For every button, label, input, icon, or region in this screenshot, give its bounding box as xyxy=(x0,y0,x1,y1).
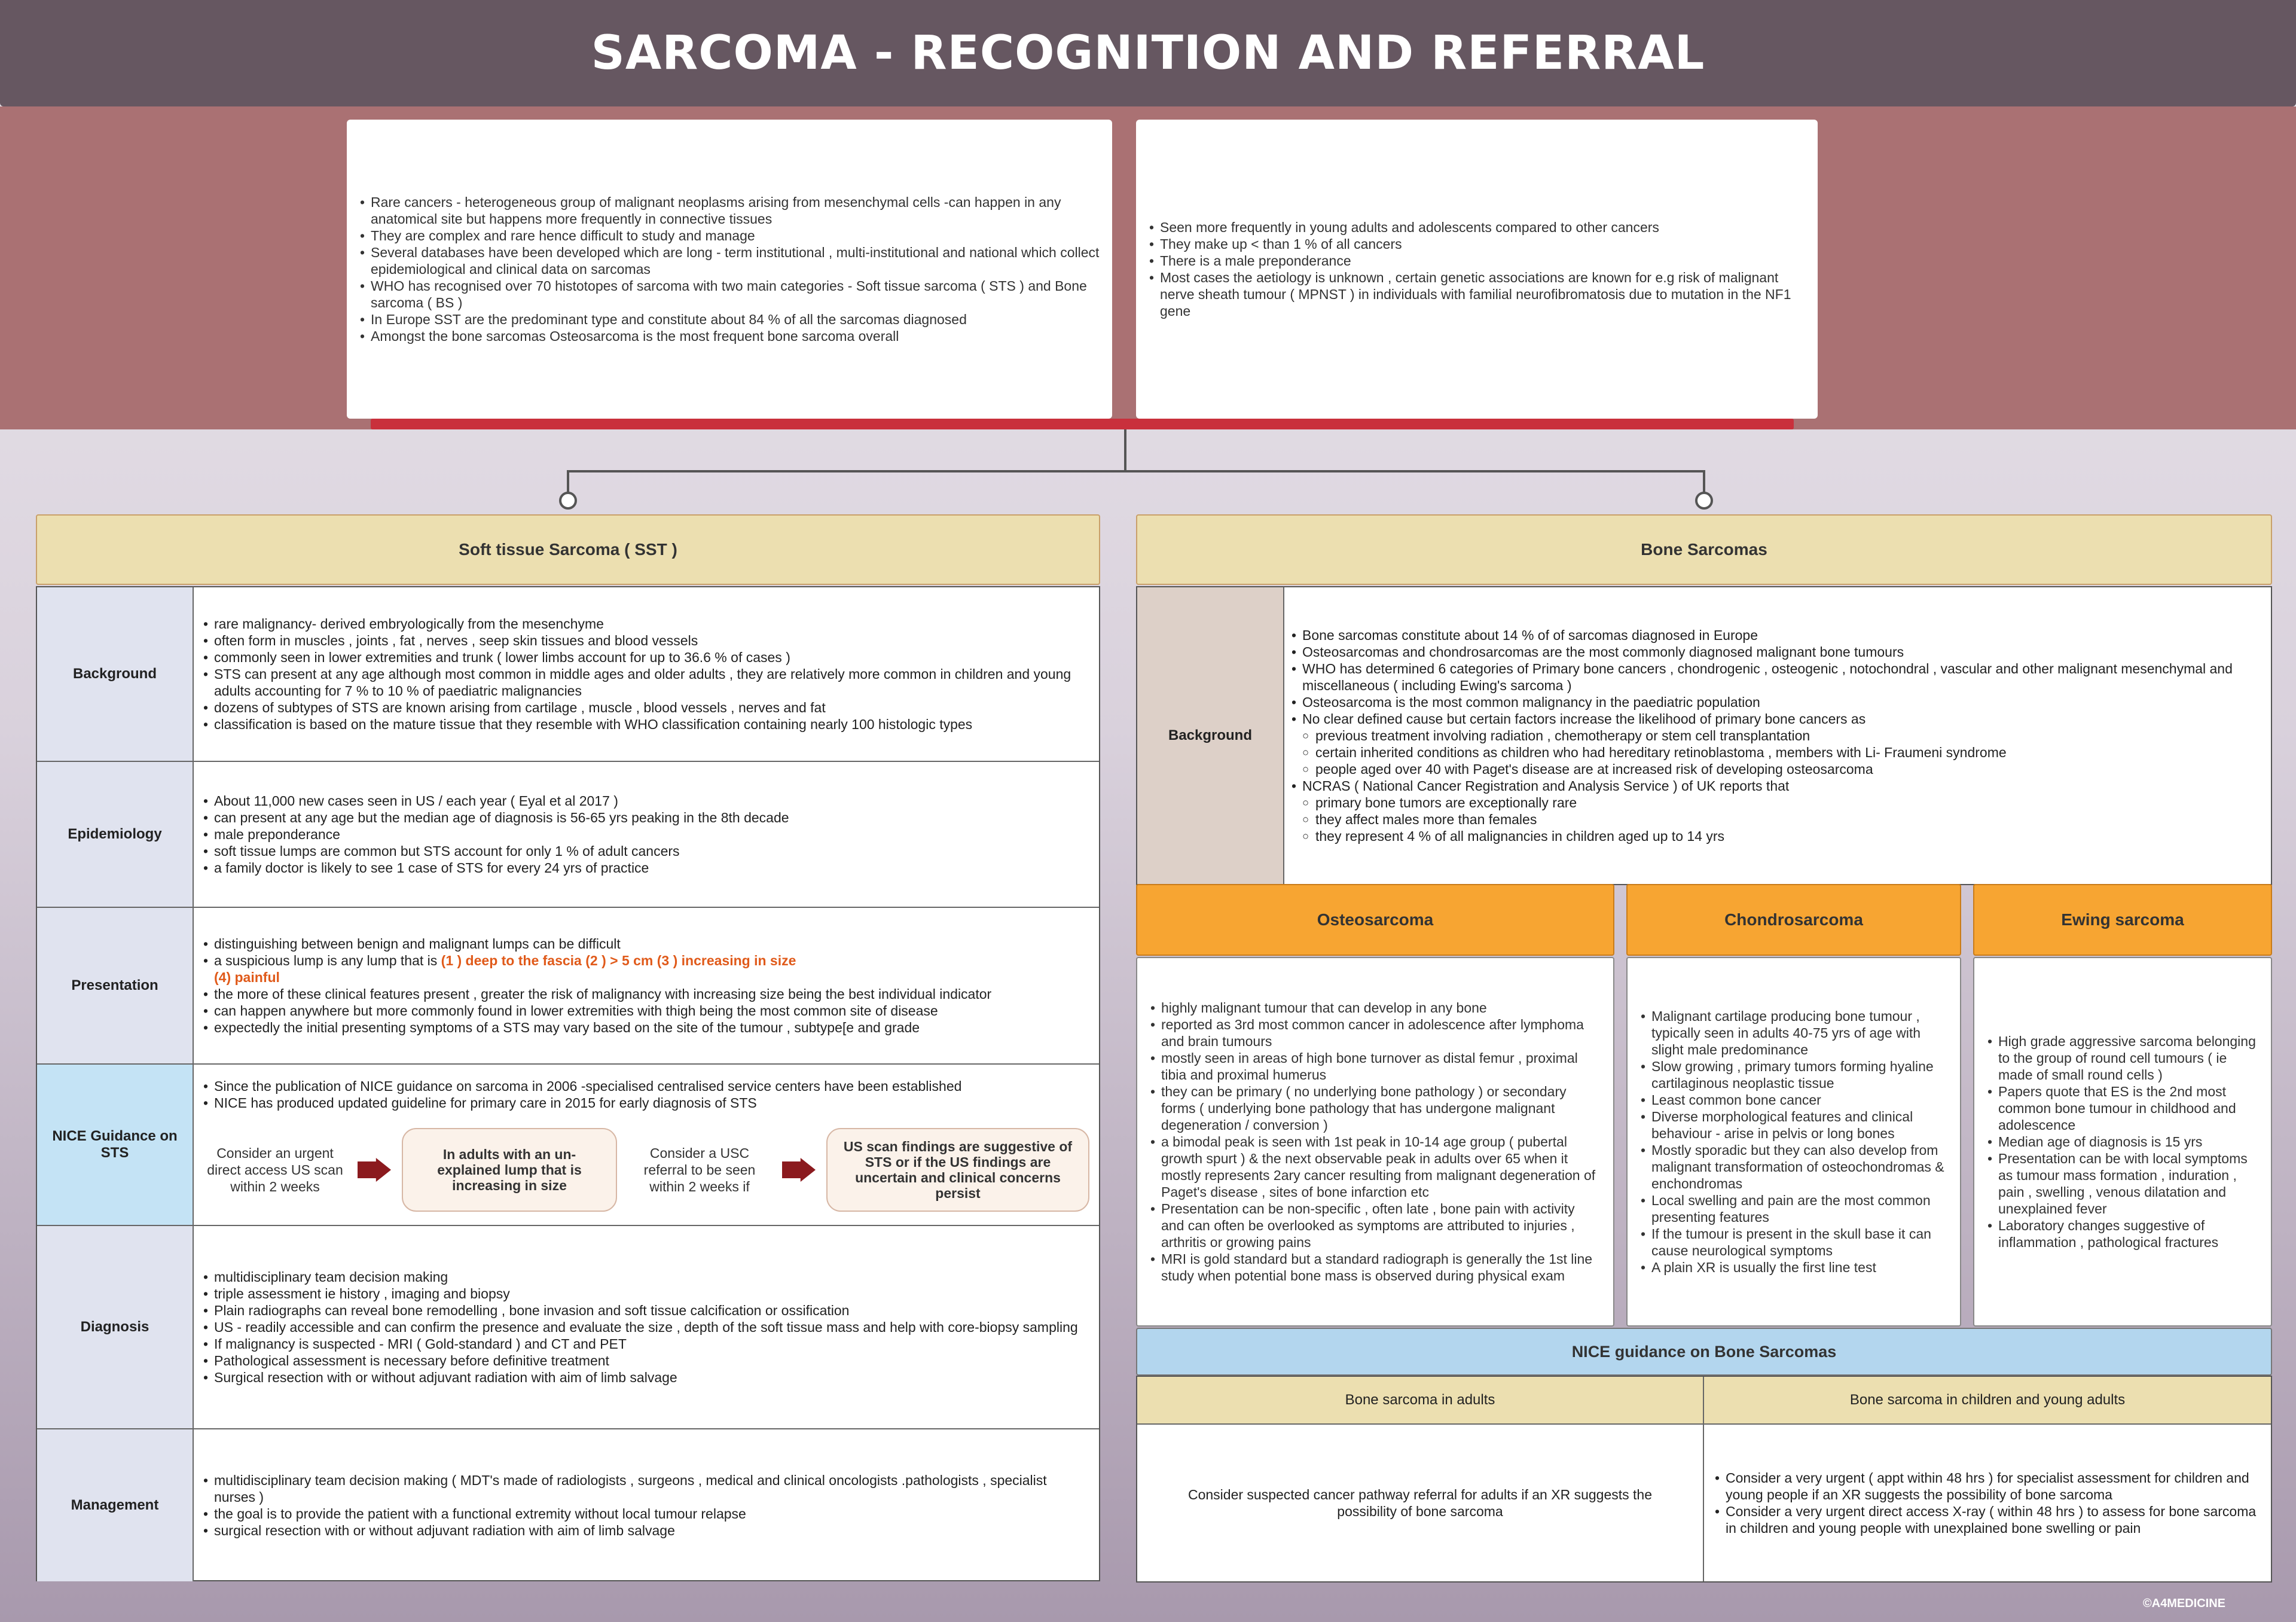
ewing-header: Ewing sarcoma xyxy=(1973,884,2272,956)
intro-card-general xyxy=(347,120,1112,419)
list-item: • STS can present at any age although most common in middle ages and older adults , they are relatively more common in children and young adults accounting for 7 % to 10 % of paediatric malignancies xyxy=(203,666,1089,699)
list-item: • commonly seen in lower extremities and trunk ( lower limbs account for up to 36.6 % of cases ) xyxy=(203,649,1089,666)
sst-header: Soft tissue Sarcoma ( SST ) xyxy=(36,514,1100,585)
list-item: • WHO has determined 6 categories of Primary bone cancers , chondrogenic , osteogenic , notochondral , vascular and other malignant mesenchymal and miscellaneous ( including Ewing's sarcoma ) xyxy=(1292,660,2264,694)
row-label: Background xyxy=(37,587,194,761)
list-item: • High grade aggressive sarcoma belonging to the group of round cell tumours ( ie made of small round cells ) xyxy=(1987,1033,2259,1083)
list-item: • If the tumour is present in the skull base it can cause neurological symptoms xyxy=(1641,1225,1948,1259)
list-item: • A plain XR is usually the first line test xyxy=(1641,1259,1948,1276)
list-item: • If malignancy is suspected - MRI ( Gold-standard ) and CT and PET xyxy=(203,1336,1089,1352)
sub-list-item: ○ previous treatment involving radiation , chemotherapy or stem cell transplantation xyxy=(1292,727,2264,744)
list-item: • Presentation can be non-specific , often late , bone pain with activity and can often be overlooked as symptoms are attributed to injuries , arthritis or growing pains xyxy=(1150,1200,1601,1251)
sub-list-item: ○ they affect males more than females xyxy=(1292,811,2264,828)
list-item: • often form in muscles , joints , fat , nerves , seep skin tissues and blood vessels xyxy=(203,632,1089,649)
list-item: • US - readily accessible and can confirm the presence and evaluate the size , depth of the soft tissue mass and help with core-biopsy sampling xyxy=(203,1319,1089,1336)
adults-guidance xyxy=(1137,1425,1704,1581)
list-item: • Osteosarcomas and chondrosarcomas are the most commonly diagnosed malignant bone tumours xyxy=(1292,644,2264,660)
list-item: • NCRAS ( National Cancer Registration and Analysis Service ) of UK reports that xyxy=(1292,778,2264,794)
list-item: • Pathological assessment is necessary before definitive treatment xyxy=(203,1352,1089,1369)
sub-list-item: ○ certain inherited conditions as children who had hereditary retinoblastoma , members with Li- Fraumeni syndrome xyxy=(1292,744,2264,761)
column-header-adults: Bone sarcoma in adults xyxy=(1137,1377,1704,1425)
flow-condition-box: In adults with an un-explained lump that is increasing in size xyxy=(402,1128,617,1212)
list-item: • the goal is to provide the patient with a functional extremity without local tumour relapse xyxy=(203,1505,1089,1522)
list-item: • surgical resection with or without adjuvant radiation with aim of limb salvage xyxy=(203,1522,1089,1539)
connector-node-icon xyxy=(559,492,577,510)
intro-card-epidemiology xyxy=(1136,120,1818,419)
sst-row-management xyxy=(37,1429,1099,1581)
intro-point: • Several databases have been developed which are long - term institutional , multi-institutional and national which collect epidemiological and clinical data on sarcomas xyxy=(360,244,1100,278)
page-title: SARCOMA - RECOGNITION AND REFERRAL xyxy=(591,26,1705,80)
list-item: • Plain radiographs can reveal bone remodelling , bone invasion and soft tissue calcification or ossification xyxy=(203,1302,1089,1319)
intro-point: • In Europe SST are the predominant type and constitute about 84 % of all the sarcomas diagnosed xyxy=(360,311,1100,328)
copyright-footer: ©A4MEDICINE xyxy=(2142,1597,2225,1610)
list-item: • can happen anywhere but more commonly found in lower extremities with thigh being the most common site of disease xyxy=(203,1002,1089,1019)
list-item: • can present at any age but the median age of diagnosis is 56-65 yrs peaking in the 8th decade xyxy=(203,809,1089,826)
list-item: • highly malignant tumour that can develop in any bone xyxy=(1150,999,1601,1016)
bone-header: Bone Sarcomas xyxy=(1136,514,2272,585)
list-item: • Papers quote that ES is the 2nd most common bone tumour in childhood and adolescence xyxy=(1987,1083,2259,1133)
intro-point: • Seen more frequently in young adults and adolescents compared to other cancers xyxy=(1149,219,1806,236)
list-item: • Laboratory changes suggestive of inflammation , pathological fractures xyxy=(1987,1217,2259,1251)
list-item: • multidisciplinary team decision making xyxy=(203,1269,1089,1285)
list-item: • soft tissue lumps are common but STS account for only 1 % of adult cancers xyxy=(203,843,1089,859)
nice-bone-table xyxy=(1136,1376,2272,1583)
intro-point: • There is a male preponderance xyxy=(1149,252,1806,269)
list-item: • Diverse morphological features and clinical behaviour - arise in pelvis or long bones xyxy=(1641,1108,1948,1142)
list-item: • Malignant cartilage producing bone tumour , typically seen in adults 40-75 yrs of age with slight male predominance xyxy=(1641,1008,1948,1058)
list-item: • Bone sarcomas constitute about 14 % of of sarcomas diagnosed in Europe xyxy=(1292,627,2264,644)
children-guidance xyxy=(1704,1425,2271,1581)
flow-step: Consider a USC referral to be seen within 2 weeks if xyxy=(643,1145,756,1194)
row-label: Background xyxy=(1137,587,1284,884)
sst-row-epidemiology xyxy=(37,762,1099,908)
list-item: • male preponderance xyxy=(203,826,1089,843)
list-item-text: a suspicious lump is any lump that is xyxy=(214,953,441,968)
intro-point: • They make up < than 1 % of all cancers xyxy=(1149,236,1806,252)
list-item: • No clear defined cause but certain factors increase the likelihood of primary bone cancers as xyxy=(1292,711,2264,727)
list-item: • triple assessment ie history , imaging and biopsy xyxy=(203,1285,1089,1302)
list-item: • NICE has produced updated guideline for primary care in 2015 for early diagnosis of STS xyxy=(203,1094,1089,1111)
list-item: • About 11,000 new cases seen in US / each year ( Eyal et al 2017 ) xyxy=(203,792,1089,809)
connector-line xyxy=(567,470,1705,472)
connector-line xyxy=(1703,470,1705,493)
connector-node-icon xyxy=(1695,492,1713,510)
list-item: • distinguishing between benign and malignant lumps can be difficult xyxy=(203,935,1089,952)
list-item: • Local swelling and pain are the most common presenting features xyxy=(1641,1192,1948,1225)
list-item: • the more of these clinical features present , greater the risk of malignancy with increasing size being the best individual indicator xyxy=(203,986,1089,1002)
sub-list-item: ○ they represent 4 % of all malignancies in children aged up to 14 yrs xyxy=(1292,828,2264,844)
row-label: Diagnosis xyxy=(37,1226,194,1428)
list-item: • Consider a very urgent direct access X-ray ( within 48 hrs ) to assess for bone sarcoma in children and young people with unexplained bone swelling or pain xyxy=(1715,1503,2260,1536)
intro-point: • WHO has recognised over 70 histotopes of sarcoma with two main categories - Soft tissue sarcoma ( STS ) and Bone sarcoma ( BS ) xyxy=(360,278,1100,311)
highlight-criteria: (1 ) deep to the fascia (2 ) > 5 cm (3 ) increasing in size xyxy=(441,953,796,968)
flow-condition-box: US scan findings are suggestive of STS or if the US findings are uncertain and clinical concerns persist xyxy=(826,1128,1089,1212)
list-item: • dozens of subtypes of STS are known arising from cartilage , muscle , blood vessels , nerves and fat xyxy=(203,699,1089,716)
list-item: • expectedly the initial presenting symptoms of a STS may vary based on the site of the tumour , subtype[e and grade xyxy=(203,1019,1089,1036)
referral-flow xyxy=(203,1128,1089,1212)
connector-line xyxy=(567,470,569,493)
osteosarcoma-header: Osteosarcoma xyxy=(1136,884,1614,956)
row-label: Presentation xyxy=(37,908,194,1063)
list-item: • Mostly sporadic but they can also develop from malignant transformation of osteochondromas & enchondromas xyxy=(1641,1142,1948,1192)
list-item: • reported as 3rd most common cancer in adolescence after lymphoma and brain tumours xyxy=(1150,1016,1601,1050)
list-item: • rare malignancy- derived embryologically from the mesenchyme xyxy=(203,615,1089,632)
title-banner xyxy=(0,0,2296,106)
row-label: Epidemiology xyxy=(37,762,194,907)
list-item: • Consider a very urgent ( appt within 48 hrs ) for specialist assessment for children and young people if an XR suggests the possibility of bone sarcoma xyxy=(1715,1469,2260,1503)
list-item: • Least common bone cancer xyxy=(1641,1092,1948,1108)
flow-step: Consider an urgent direct access US scan within 2 weeks xyxy=(207,1145,343,1194)
chondrosarcoma-card xyxy=(1626,957,1961,1327)
row-label: Management xyxy=(37,1429,194,1581)
list-item: • a family doctor is likely to see 1 case of STS for every 24 yrs of practice xyxy=(203,859,1089,876)
list-item: • Osteosarcoma is the most common malignancy in the paediatric population xyxy=(1292,694,2264,711)
list-item: • multidisciplinary team decision making ( MDT's made of radiologists , surgeons , medical and clinical oncologists .pathologists , specialist nurses ) xyxy=(203,1472,1089,1505)
sst-row-presentation xyxy=(37,908,1099,1065)
row-label: NICE Guidance on STS xyxy=(37,1065,194,1225)
list-item: • Median age of diagnosis is 15 yrs xyxy=(1987,1133,2259,1150)
intro-point: • Rare cancers - heterogeneous group of malignant neoplasms arising from mesenchymal cells -can happen in any anatomical site but happens more frequently in connective tissues xyxy=(360,194,1100,227)
nice-bone-header: NICE guidance on Bone Sarcomas xyxy=(1136,1328,2272,1376)
sst-row-background xyxy=(37,587,1099,762)
sst-table xyxy=(36,586,1100,1581)
divider-bar xyxy=(371,419,1794,429)
highlight-criteria: (4) painful xyxy=(214,969,280,985)
list-item: • Slow growing , primary tumors forming hyaline cartilaginous neoplastic tissue xyxy=(1641,1058,1948,1092)
connector-line xyxy=(1124,429,1126,471)
sst-row-nice xyxy=(37,1065,1099,1226)
chondrosarcoma-header: Chondrosarcoma xyxy=(1626,884,1961,956)
list-item: • a bimodal peak is seen with 1st peak in 10-14 age group ( pubertal growth spurt ) & the next observable peak in adults over 65 when it mostly represents 2ary cancer resulting from malignant degeneration of Paget's disease , sites of bone infarction etc xyxy=(1150,1133,1601,1200)
column-header-children: Bone sarcoma in children and young adults xyxy=(1704,1377,2271,1425)
osteosarcoma-card xyxy=(1136,957,1614,1327)
list-item: • they can be primary ( no underlying bone pathology ) or secondary forms ( underlying bone pathology that has undergone malignant degeneration / conversion ) xyxy=(1150,1083,1601,1133)
adults-guidance-text: Consider suspected cancer pathway referral for adults if an XR suggests the possibility of bone sarcoma xyxy=(1187,1487,1652,1519)
sub-list-item: ○ people aged over 40 with Paget's disease are at increased risk of developing osteosarcoma xyxy=(1292,761,2264,778)
list-item: • mostly seen in areas of high bone turnover as distal femur , proximal tibia and proximal humerus xyxy=(1150,1050,1601,1083)
arrow-right-icon xyxy=(358,1158,391,1182)
intro-point: • Most cases the aetiology is unknown , certain genetic associations are known for e.g risk of malignant nerve sheath tumour ( MPNST ) in individuals with familial neurofibromatosis due to mutation in the NF1 gene xyxy=(1149,269,1806,319)
list-item xyxy=(203,952,1089,986)
list-item: • MRI is gold standard but a standard radiograph is generally the 1st line study when potential bone mass is observed during physical exam xyxy=(1150,1251,1601,1284)
bone-background-row xyxy=(1136,586,2272,885)
sub-list-item: ○ primary bone tumors are exceptionally rare xyxy=(1292,794,2264,811)
list-item: • Surgical resection with or without adjuvant radiation with aim of limb salvage xyxy=(203,1369,1089,1386)
intro-point: • Amongst the bone sarcomas Osteosarcoma is the most frequent bone sarcoma overall xyxy=(360,328,1100,344)
ewing-card xyxy=(1973,957,2272,1327)
list-item: • classification is based on the mature tissue that they resemble with WHO classification containing nearly 100 histologic types xyxy=(203,716,1089,733)
list-item: • Presentation can be with local symptoms as tumour mass formation , induration , pain , swelling , venous dilatation and unexplained fever xyxy=(1987,1150,2259,1217)
sst-row-diagnosis xyxy=(37,1226,1099,1429)
list-item: • Since the publication of NICE guidance on sarcoma in 2006 -specialised centralised service centers have been established xyxy=(203,1078,1089,1094)
intro-point: • They are complex and rare hence difficult to study and manage xyxy=(360,227,1100,244)
arrow-right-icon xyxy=(782,1158,816,1182)
